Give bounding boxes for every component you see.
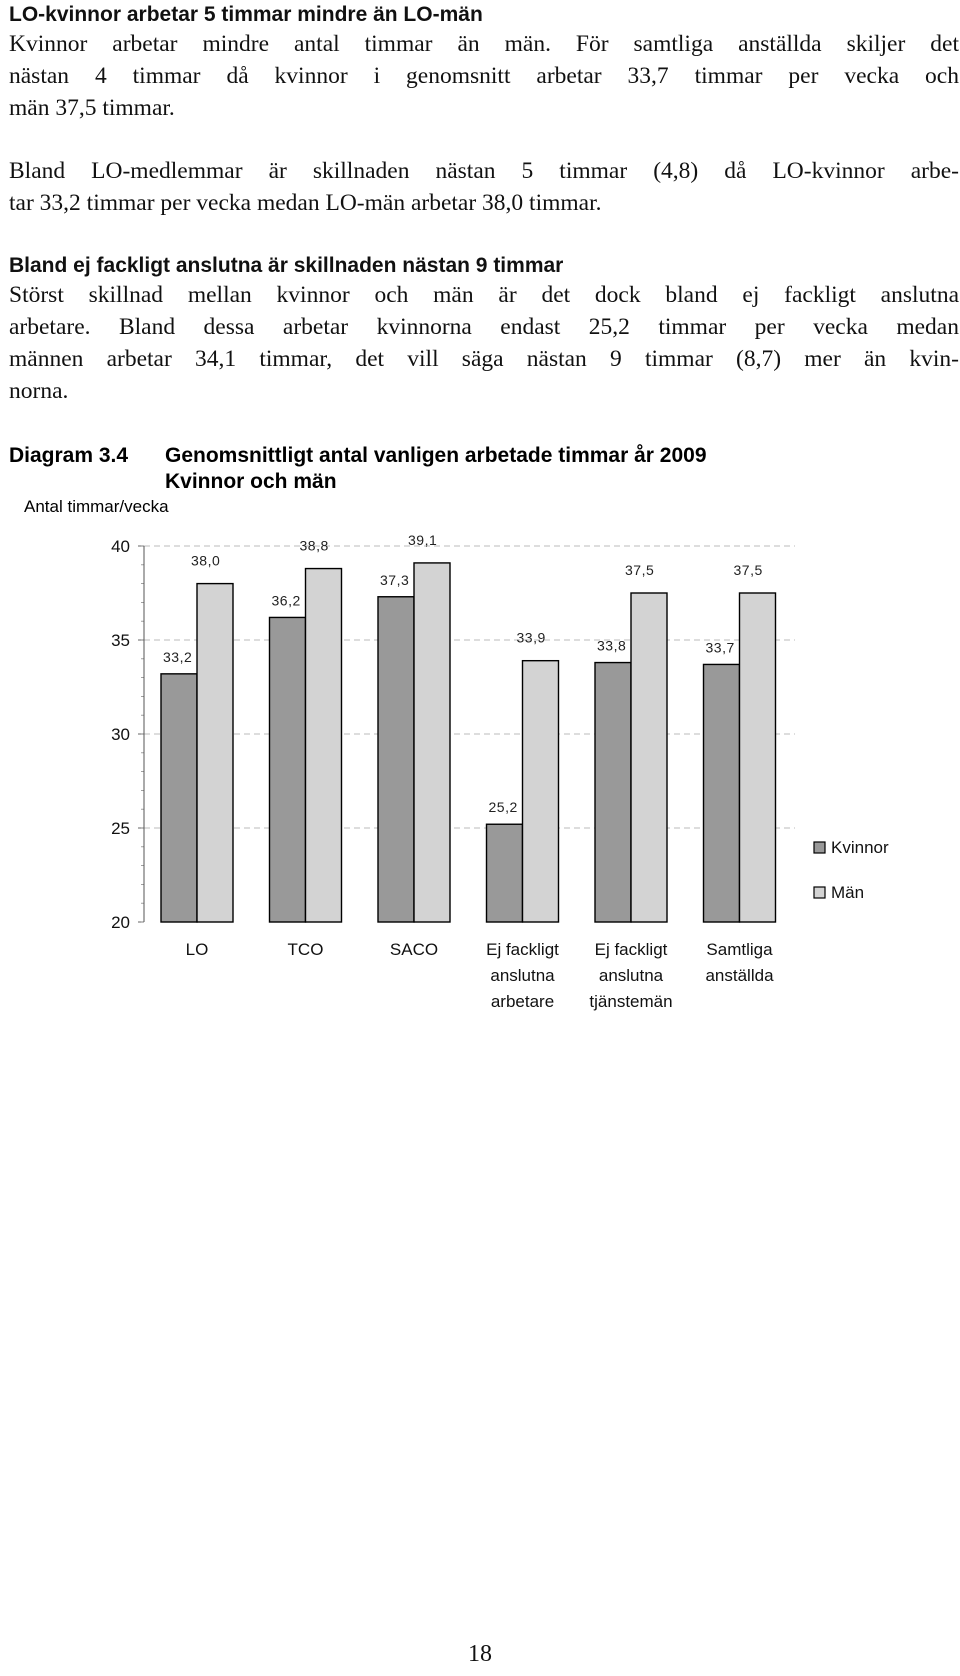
category-label: arbetare	[490, 992, 555, 1011]
bar-män	[740, 593, 776, 922]
bar-chart-working-hours	[0, 444, 960, 1070]
chart-subtitle: Kvinnor och män	[165, 470, 337, 493]
data-label: 33,8	[597, 637, 627, 654]
category-label: SACO	[389, 940, 439, 959]
y-tick-label: 30	[111, 725, 130, 744]
paragraph-line: norna.	[9, 378, 69, 404]
paragraph-line: Kvinnor arbetar mindre antal timmar än män. För samtliga anställda skiljer det	[9, 31, 959, 57]
category-label: tjänstemän	[589, 992, 673, 1011]
y-tick-label: 20	[111, 913, 130, 932]
legend-swatch-kvinnor	[814, 842, 825, 853]
legend-label: Män	[831, 883, 865, 902]
section-heading-lo-women: LO-kvinnor arbetar 5 timmar mindre än LO-män	[9, 3, 483, 26]
category-label: TCO	[287, 940, 324, 959]
category-label: anslutna	[598, 966, 664, 985]
data-labels	[163, 532, 763, 815]
bar-män	[414, 563, 450, 922]
bars	[161, 563, 776, 922]
data-label: 39,1	[408, 531, 438, 548]
data-label: 33,2	[163, 648, 193, 665]
legend-swatch-män	[814, 887, 825, 898]
category-label: anslutna	[490, 966, 555, 985]
category-label: anställda	[705, 966, 774, 985]
paragraph-line: männen arbetar 34,1 timmar, det vill säga nästan 9 timmar (8,7) mer än kvin-	[9, 346, 959, 372]
paragraph-line: Störst skillnad mellan kvinnor och män är det dock bland ej fackligt anslutna	[9, 282, 959, 308]
category-label: LO	[185, 940, 209, 959]
bar-kvinnor	[378, 597, 414, 922]
section-heading-non-union: Bland ej fackligt anslutna är skillnaden nästan 9 timmar	[9, 254, 564, 277]
bar-män	[523, 661, 559, 922]
diagram-label: Diagram 3.4	[9, 444, 129, 467]
bar-kvinnor	[270, 617, 306, 922]
paragraph-line: arbetare. Bland dessa arbetar kvinnorna endast 25,2 timmar per vecka medan	[9, 314, 959, 340]
data-label: 37,5	[733, 562, 763, 578]
data-label: 37,5	[625, 562, 655, 578]
y-axis-label: Antal timmar/vecka	[24, 497, 169, 516]
bar-män	[306, 569, 342, 922]
data-label: 25,2	[488, 799, 518, 816]
legend-label: Kvinnor	[831, 838, 889, 857]
paragraph-intro	[9, 28, 959, 124]
data-label: 38,8	[299, 537, 329, 554]
category-labels	[186, 940, 774, 1011]
bar-kvinnor	[487, 824, 523, 922]
y-tick-label: 35	[111, 631, 130, 650]
page-number: 18	[468, 1641, 492, 1667]
paragraph-lo-members	[9, 155, 959, 219]
data-label: 36,2	[271, 592, 301, 609]
paragraph-line: tar 33,2 timmar per vecka medan LO-män arbetar 38,0 timmar.	[9, 190, 602, 216]
paragraph-line: män 37,5 timmar.	[9, 95, 175, 121]
data-label: 33,9	[516, 629, 546, 646]
bar-män	[631, 593, 667, 922]
category-label: Ej fackligt	[594, 940, 668, 959]
chart-title: Genomsnittligt antal vanligen arbetade timmar år 2009	[165, 444, 707, 467]
y-axis	[111, 537, 144, 932]
bar-kvinnor	[704, 664, 740, 922]
data-label: 33,7	[705, 639, 735, 656]
paragraph-non-union	[9, 279, 959, 407]
data-label: 38,0	[191, 552, 221, 569]
category-label: Samtliga	[706, 940, 773, 959]
bar-kvinnor	[595, 663, 631, 922]
y-tick-label: 25	[111, 819, 130, 838]
paragraph-line: Bland LO-medlemmar är skillnaden nästan 5 timmar (4,8) då LO-kvinnor arbe-	[9, 158, 959, 184]
bar-män	[197, 584, 233, 922]
bar-kvinnor	[161, 674, 197, 922]
legend	[814, 838, 889, 902]
data-label: 37,3	[380, 571, 410, 588]
paragraph-line: nästan 4 timmar då kvinnor i genomsnitt arbetar 33,7 timmar per vecka och	[9, 63, 959, 89]
gridlines	[144, 546, 795, 828]
category-label: Ej fackligt	[486, 940, 559, 959]
y-tick-label: 40	[111, 537, 130, 556]
